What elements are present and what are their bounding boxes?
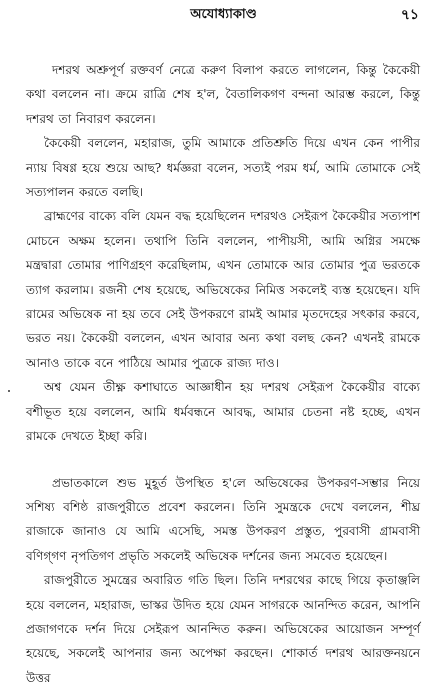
paragraph: ব্রাহ্মণের বাক্যে বলি যেমন বদ্ধ হয়েছিলেন দশরথও সেইরূপ কৈকেয়ীর সত্যপাশ মোচনে অক্ষম হলেন। তথাপি তিনি বললেন, পাপীয়সী, আমি অগ্নির সমক্ষে মন্ত্রদ্বারা তোমার পাণিগ্রহণ করেছিলাম, এখন তোমাকে আর তোমার পুত্র ভরতকে ত্যাগ করলাম। রজনী শেষ হয়েছে, অভিষেকের নিমিত্ত সকলেই ব্যস্ত হয়েছেন। যদি রামের অভিষেক না হয় তবে সেই উপকরণে রামই আমার মৃতদেহের সৎকার করবে, ভরত নয়। কৈকেয়ী বললেন, এখন আবার অন্য কথা বলছ কেন? এখনই রামকে আনাও তাকে বনে পাঠিয়ে আমার পুত্রকে রাজ্য দাও। (26, 209, 420, 370)
paragraph: প্রভাতকালে শুভ মুহূর্ত উপস্থিত হ'লে অভিষেকের উপকরণ-সম্ভার নিয়ে সশিষ্য বশিষ্ঠ রাজপুরীতে প্রবেশ করলেন। তিনি সুমন্ত্রকে দেখে বললেন, শীঘ্র রাজাকে জানাও যে আমি এসেছি, সমস্ত উপকরণ প্রস্তুত, পুরবাসী গ্রামবাসী বণিগ্‌গণ নৃপতিগণ প্রভৃতি সকলেই অভিষেক দর্শনের জন্য সমবেত হয়েছেন। (26, 475, 420, 563)
paragraph: কৈকেয়ী বললেন, মহারাজ, তুমি আমাকে প্রতিশ্রুতি দিয়ে এখন কেন পাপীর ন্যায় বিষণ্ণ হয়ে শুয়ে আছ? ধর্মজ্ঞরা বলেন, সত্যই পরম ধর্ম, আমি তোমাকে সেই সত্যপালন করতে বলছি। (26, 136, 420, 200)
section-break (26, 449, 420, 471)
running-title: অযোধ্যাকাণ্ড (190, 7, 257, 22)
page-number: ৭১ (400, 7, 419, 23)
margin-speck (8, 390, 10, 392)
paragraph: দশরথ অশ্রুপূর্ণ রক্তবর্ণ নেত্রে করুণ বিলাপ করতে লাগলেন, কিন্তু কৈকেয়ী কথা বললেন না। ক্রমে রাত্রি শেষ হ'ল, বৈতালিকগণ বন্দনা আরম্ভ করলে, কিন্তু দশরথ তা নিবারণ করলেন। (26, 63, 420, 126)
paragraph: অশ্ব যেমন তীক্ষ্ণ কশাঘাতে আজ্ঞাধীন হয় দশরথ সেইরূপ কৈকেয়ীর বাক্যে বশীভূত হয়ে বললেন, আমি ধর্মবন্ধনে আবদ্ধ, আমার চেতনা নষ্ট হচ্ছে, এখন রামকে দেখতে ইচ্ছা করি। (26, 380, 420, 444)
paragraph: রাজপুরীতে সুমন্ত্রের অবারিত গতি ছিল। তিনি দশরথের কাছে গিয়ে কৃতাঞ্জলি হয়ে বললেন, মহারাজ, ভাস্কর উদিত হয়ে যেমন সাগরকে আনন্দিত করেন, আপনি প্রজাগণকে দর্শন দিয়ে সেইরূপ আনন্দিত করুন। অভিষেকের আয়োজন সম্পূর্ণ হয়েছে, সকলেই আপনার জন্য অপেক্ষা করছেন। শোকার্ত দশরথ আরক্তনয়নে উত্তর (26, 573, 420, 685)
page-header (26, 6, 421, 28)
body-text (26, 58, 420, 690)
